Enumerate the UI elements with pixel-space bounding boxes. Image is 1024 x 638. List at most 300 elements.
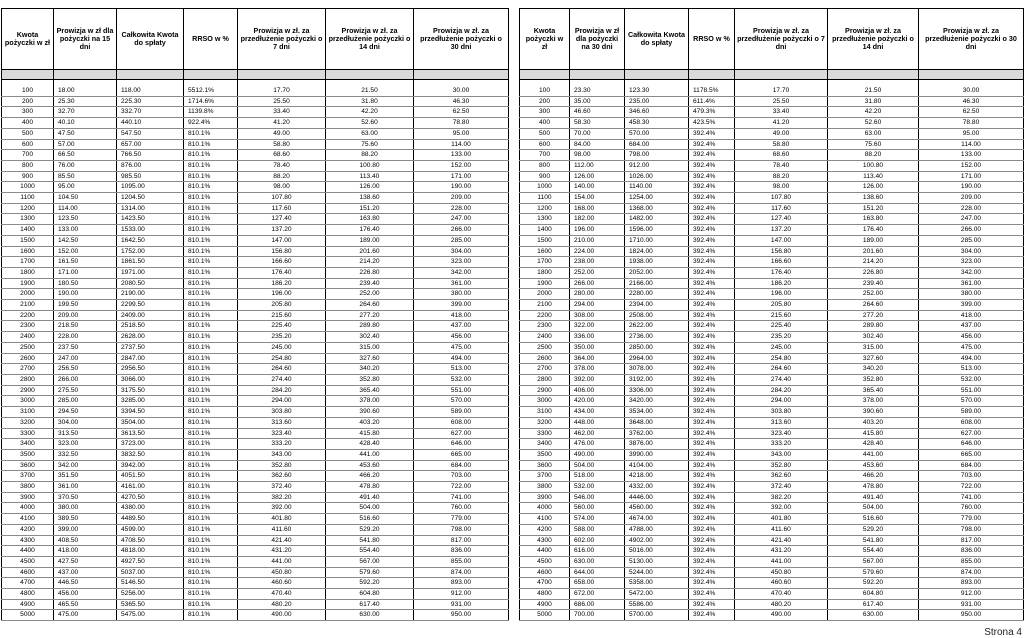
table-cell: 322.00 <box>570 321 625 332</box>
table-cell: 4599.00 <box>117 524 184 535</box>
table-cell: 342.00 <box>919 267 1024 278</box>
table-cell: 1100 <box>2 193 54 204</box>
table-row <box>2 246 509 257</box>
table-cell: 1300 <box>520 214 570 225</box>
table-row <box>520 321 1024 332</box>
table-cell: 352.80 <box>238 460 326 471</box>
table-row <box>2 321 509 332</box>
table-cell: 4300 <box>520 535 570 546</box>
table-cell: 617.40 <box>326 599 414 610</box>
table-cell: 630.00 <box>828 610 919 621</box>
table-cell: 5700.00 <box>625 610 689 621</box>
table-cell: 554.40 <box>326 546 414 557</box>
table-cell: 1500 <box>2 235 54 246</box>
table-cell: 421.40 <box>238 535 326 546</box>
table-cell: 3192.00 <box>625 374 689 385</box>
table-cell: 504.00 <box>570 460 625 471</box>
table-cell: 3200 <box>520 417 570 428</box>
table-cell: 401.80 <box>735 514 828 525</box>
table-cell: 3078.00 <box>625 364 689 375</box>
table-cell: 205.80 <box>238 300 326 311</box>
table-cell: 810.1% <box>184 246 238 257</box>
table-row <box>520 417 1024 428</box>
table-cell: 284.20 <box>735 385 828 396</box>
table-cell: 209.00 <box>919 193 1024 204</box>
table-row <box>520 546 1024 557</box>
table-cell: 88.20 <box>828 150 919 161</box>
table-cell: 346.60 <box>625 107 689 118</box>
table-cell: 2508.00 <box>625 310 689 321</box>
table-row <box>2 310 509 321</box>
table-cell: 560.00 <box>570 503 625 514</box>
table-cell: 214.20 <box>326 257 414 268</box>
table-cell: 235.20 <box>735 332 828 343</box>
table-cell: 392.4% <box>689 514 735 525</box>
table-row <box>520 589 1024 600</box>
table-cell: 392.4% <box>689 193 735 204</box>
table-cell: 3762.00 <box>625 428 689 439</box>
table-cell: 441.00 <box>238 556 326 567</box>
table-cell: 362.60 <box>238 471 326 482</box>
table-cell: 228.00 <box>414 203 509 214</box>
table-cell: 361.00 <box>414 278 509 289</box>
table-cell: 500 <box>2 128 54 139</box>
table-cell: 760.00 <box>919 503 1024 514</box>
table-cell: 931.00 <box>414 599 509 610</box>
table-cell: 3648.00 <box>625 417 689 428</box>
table-cell: 491.40 <box>326 492 414 503</box>
table-cell: 810.1% <box>184 171 238 182</box>
table-cell: 315.00 <box>828 342 919 353</box>
table-cell: 810.1% <box>184 578 238 589</box>
table-cell: 186.20 <box>238 278 326 289</box>
table-row <box>2 482 509 493</box>
table-row <box>520 439 1024 450</box>
table-cell: 100.80 <box>828 160 919 171</box>
table-cell: 5016.00 <box>625 546 689 557</box>
table-cell: 4446.00 <box>625 492 689 503</box>
table-cell: 327.60 <box>326 353 414 364</box>
table-cell: 294.00 <box>735 396 828 407</box>
table-cell: 336.00 <box>570 332 625 343</box>
table-cell: 21.50 <box>326 86 414 96</box>
table-row <box>2 535 509 546</box>
table-cell: 392.4% <box>689 289 735 300</box>
table-cell: 602.00 <box>570 535 625 546</box>
table-cell: 46.30 <box>919 96 1024 107</box>
table-cell: 446.50 <box>54 578 117 589</box>
table-cell: 480.20 <box>238 599 326 610</box>
table-cell: 3876.00 <box>625 439 689 450</box>
table-cell: 478.80 <box>828 482 919 493</box>
table-cell: 1800 <box>2 267 54 278</box>
table-cell: 392.4% <box>689 599 735 610</box>
table-cell: 151.20 <box>828 203 919 214</box>
table-cell: 627.00 <box>919 428 1024 439</box>
table-cell: 392.4% <box>689 492 735 503</box>
table-cell: 554.40 <box>828 546 919 557</box>
table-row <box>2 556 509 567</box>
table-row <box>2 289 509 300</box>
table-cell: 403.20 <box>326 417 414 428</box>
table-cell: 1254.00 <box>625 193 689 204</box>
table-cell: 532.00 <box>414 374 509 385</box>
table-cell: 504.00 <box>828 503 919 514</box>
table-cell: 392.4% <box>689 225 735 236</box>
table-cell: 810.1% <box>184 267 238 278</box>
column-header: Prowizja w zł dla pożyczki na 15 dni <box>54 9 117 70</box>
table-row <box>520 556 1024 567</box>
table-cell: 3990.00 <box>625 449 689 460</box>
table-cell: 138.60 <box>326 193 414 204</box>
table-row <box>2 492 509 503</box>
table-row <box>2 235 509 246</box>
table-cell: 441.00 <box>828 449 919 460</box>
table-row <box>520 385 1024 396</box>
table-cell: 437.00 <box>54 567 117 578</box>
table-row <box>2 107 509 118</box>
table-cell: 810.1% <box>184 225 238 236</box>
table-row <box>520 86 1024 96</box>
table-cell: 810.1% <box>184 514 238 525</box>
table-cell: 475.00 <box>54 610 117 621</box>
table-cell: 418.00 <box>414 310 509 321</box>
table-cell: 361.00 <box>919 278 1024 289</box>
table-cell: 3200 <box>2 417 54 428</box>
table-cell: 3500 <box>520 449 570 460</box>
table-cell: 118.00 <box>117 86 184 96</box>
header-separator <box>520 70 1024 80</box>
table-cell: 423.5% <box>689 118 735 129</box>
table-cell: 470.40 <box>735 589 828 600</box>
table-cell: 235.00 <box>625 96 689 107</box>
table-cell: 392.4% <box>689 364 735 375</box>
table-cell: 399.00 <box>54 524 117 535</box>
table-cell: 126.00 <box>326 182 414 193</box>
table-cell: 225.30 <box>117 96 184 107</box>
table-cell: 107.80 <box>238 193 326 204</box>
table-row <box>520 364 1024 375</box>
table-cell: 289.80 <box>828 321 919 332</box>
column-header: Prowizja w zł dla pożyczki na 30 dni <box>570 9 625 70</box>
table-cell: 490.00 <box>570 449 625 460</box>
table-cell: 133.00 <box>54 225 117 236</box>
table-cell: 199.50 <box>54 300 117 311</box>
table-cell: 1139.8% <box>184 107 238 118</box>
table-cell: 252.00 <box>326 289 414 300</box>
table-cell: 592.20 <box>326 578 414 589</box>
table-cell: 238.00 <box>570 257 625 268</box>
table-cell: 46.30 <box>414 96 509 107</box>
table-cell: 1400 <box>2 225 54 236</box>
table-cell: 3000 <box>2 396 54 407</box>
table-cell: 392.4% <box>689 128 735 139</box>
table-row <box>2 225 509 236</box>
table-cell: 810.1% <box>184 235 238 246</box>
table-cell: 657.00 <box>117 139 184 150</box>
table-cell: 88.20 <box>238 171 326 182</box>
table-cell: 350.00 <box>570 342 625 353</box>
table-cell: 176.40 <box>828 225 919 236</box>
table-cell: 228.00 <box>54 332 117 343</box>
table-cell: 2500 <box>2 342 54 353</box>
table-cell: 152.00 <box>919 160 1024 171</box>
table-cell: 88.20 <box>735 171 828 182</box>
table-cell: 392.4% <box>689 214 735 225</box>
table-cell: 252.00 <box>828 289 919 300</box>
table-cell: 490.00 <box>238 610 326 621</box>
table-cell: 574.00 <box>570 514 625 525</box>
table-row <box>2 439 509 450</box>
table-cell: 766.50 <box>117 150 184 161</box>
table-cell: 226.80 <box>828 267 919 278</box>
table-cell: 205.80 <box>735 300 828 311</box>
table-cell: 285.00 <box>919 235 1024 246</box>
table-cell: 3832.50 <box>117 449 184 460</box>
table-cell: 529.20 <box>828 524 919 535</box>
table-cell: 224.00 <box>570 246 625 257</box>
table-cell: 392.4% <box>689 503 735 514</box>
table-cell: 722.00 <box>919 482 1024 493</box>
table-cell: 392.4% <box>689 610 735 621</box>
table-cell: 117.60 <box>735 203 828 214</box>
table-cell: 78.80 <box>414 118 509 129</box>
table-cell: 46.60 <box>570 107 625 118</box>
table-cell: 2190.00 <box>117 289 184 300</box>
table-cell: 401.80 <box>238 514 326 525</box>
table-row <box>2 300 509 311</box>
table-cell: 4700 <box>520 578 570 589</box>
table-row <box>520 289 1024 300</box>
table-cell: 810.1% <box>184 203 238 214</box>
table-row <box>2 567 509 578</box>
table-cell: 361.00 <box>54 482 117 493</box>
table-row <box>520 332 1024 343</box>
table-cell: 100.80 <box>326 160 414 171</box>
table-cell: 58.80 <box>735 139 828 150</box>
table-row <box>2 578 509 589</box>
column-header: Kwota pożyczki w zł <box>520 9 570 70</box>
table-cell: 1300 <box>2 214 54 225</box>
table-cell: 392.4% <box>689 171 735 182</box>
table-cell: 1100 <box>520 193 570 204</box>
table-cell: 1800 <box>520 267 570 278</box>
table-row <box>2 417 509 428</box>
table-cell: 399.00 <box>919 300 1024 311</box>
table-row <box>2 203 509 214</box>
table-cell: 303.80 <box>735 407 828 418</box>
table-cell: 456.00 <box>414 332 509 343</box>
table-cell: 392.4% <box>689 300 735 311</box>
table-cell: 315.00 <box>326 342 414 353</box>
table-cell: 5256.00 <box>117 589 184 600</box>
table-cell: 456.00 <box>919 332 1024 343</box>
table-cell: 100 <box>2 86 54 96</box>
table-cell: 2500 <box>520 342 570 353</box>
table-row <box>520 300 1024 311</box>
table-row <box>520 535 1024 546</box>
table-cell: 4200 <box>2 524 54 535</box>
table-cell: 810.1% <box>184 417 238 428</box>
table-row <box>520 160 1024 171</box>
table-cell: 323.00 <box>919 257 1024 268</box>
table-cell: 4161.00 <box>117 482 184 493</box>
table-cell: 4900 <box>2 599 54 610</box>
table-cell: 421.40 <box>735 535 828 546</box>
column-header: Całkowita Kwota do spłaty <box>625 9 689 70</box>
table-cell: 284.20 <box>238 385 326 396</box>
table-cell: 140.00 <box>570 182 625 193</box>
column-header: Prowizja w zł. za przedłużenie pożyczki o 14 dni <box>326 9 414 70</box>
table-cell: 684.00 <box>919 460 1024 471</box>
table-cell: 3700 <box>2 471 54 482</box>
table-cell: 252.00 <box>570 267 625 278</box>
table-cell: 931.00 <box>919 599 1024 610</box>
table-cell: 323.00 <box>414 257 509 268</box>
table-cell: 4700 <box>2 578 54 589</box>
table-cell: 912.00 <box>414 589 509 600</box>
table-cell: 372.40 <box>735 482 828 493</box>
table-cell: 3723.00 <box>117 439 184 450</box>
table-row <box>2 524 509 535</box>
table-cell: 17.70 <box>735 86 828 96</box>
table-cell: 703.00 <box>919 471 1024 482</box>
table-cell: 810.1% <box>184 300 238 311</box>
table-cell: 546.00 <box>570 492 625 503</box>
table-cell: 700 <box>520 150 570 161</box>
table-cell: 1026.00 <box>625 171 689 182</box>
table-row <box>2 610 509 621</box>
table-cell: 456.00 <box>54 589 117 600</box>
table-cell: 3942.00 <box>117 460 184 471</box>
table-row <box>2 396 509 407</box>
table-cell: 66.50 <box>54 150 117 161</box>
table-cell: 225.40 <box>735 321 828 332</box>
table-cell: 133.00 <box>919 150 1024 161</box>
table-cell: 380.00 <box>414 289 509 300</box>
table-cell: 313.60 <box>735 417 828 428</box>
table-cell: 78.80 <box>919 118 1024 129</box>
table-row <box>520 503 1024 514</box>
table-cell: 2518.50 <box>117 321 184 332</box>
table-cell: 47.50 <box>54 128 117 139</box>
table-row <box>2 460 509 471</box>
table-cell: 2800 <box>520 374 570 385</box>
table-cell: 741.00 <box>919 492 1024 503</box>
table-cell: 247.00 <box>919 214 1024 225</box>
table-cell: 1600 <box>2 246 54 257</box>
table-row <box>2 182 509 193</box>
table-cell: 4800 <box>2 589 54 600</box>
table-cell: 114.00 <box>919 139 1024 150</box>
table-row <box>520 449 1024 460</box>
table-cell: 817.00 <box>919 535 1024 546</box>
table-cell: 460.60 <box>735 578 828 589</box>
table-row <box>520 610 1024 621</box>
table-cell: 810.1% <box>184 471 238 482</box>
table-cell: 392.4% <box>689 567 735 578</box>
table-cell: 98.00 <box>238 182 326 193</box>
table-cell: 1642.50 <box>117 235 184 246</box>
table-cell: 3066.00 <box>117 374 184 385</box>
table-cell: 478.80 <box>326 482 414 493</box>
table-cell: 810.1% <box>184 342 238 353</box>
table-cell: 166.60 <box>735 257 828 268</box>
table-cell: 2200 <box>2 310 54 321</box>
table-cell: 475.00 <box>919 342 1024 353</box>
table-cell: 874.00 <box>414 567 509 578</box>
table-cell: 25.30 <box>54 96 117 107</box>
table-cell: 68.60 <box>735 150 828 161</box>
table-cell: 4332.00 <box>625 482 689 493</box>
table-cell: 266.00 <box>414 225 509 236</box>
table-cell: 2737.50 <box>117 342 184 353</box>
table-cell: 2100 <box>2 300 54 311</box>
table-cell: 392.4% <box>689 235 735 246</box>
table-row <box>520 492 1024 503</box>
table-cell: 147.00 <box>735 235 828 246</box>
column-header: Prowizja w zł. za przedłużenie pożyczki o 14 dni <box>828 9 919 70</box>
table-cell: 611.4% <box>689 96 735 107</box>
table-cell: 35.00 <box>570 96 625 107</box>
table-cell: 592.20 <box>828 578 919 589</box>
table-cell: 893.00 <box>919 578 1024 589</box>
table-row <box>520 278 1024 289</box>
table-row <box>2 86 509 96</box>
table-cell: 836.00 <box>414 546 509 557</box>
table-cell: 399.00 <box>414 300 509 311</box>
table-cell: 196.00 <box>570 225 625 236</box>
table-cell: 392.4% <box>689 449 735 460</box>
table-cell: 441.00 <box>735 556 828 567</box>
table-cell: 2280.00 <box>625 289 689 300</box>
table-cell: 800 <box>520 160 570 171</box>
table-cell: 313.50 <box>54 428 117 439</box>
table-cell: 810.1% <box>184 407 238 418</box>
table-cell: 1095.00 <box>117 182 184 193</box>
table-cell: 390.60 <box>326 407 414 418</box>
table-row <box>2 118 509 129</box>
table-cell: 779.00 <box>414 514 509 525</box>
table-cell: 431.20 <box>735 546 828 557</box>
table-row <box>520 428 1024 439</box>
table-cell: 453.60 <box>828 460 919 471</box>
table-cell: 810.1% <box>184 310 238 321</box>
table-cell: 323.40 <box>735 428 828 439</box>
table-cell: 665.00 <box>414 449 509 460</box>
table-cell: 163.80 <box>326 214 414 225</box>
table-cell: 810.1% <box>184 396 238 407</box>
table-cell: 567.00 <box>326 556 414 567</box>
table-cell: 494.00 <box>919 353 1024 364</box>
table-cell: 18.00 <box>54 86 117 96</box>
table-row <box>2 257 509 268</box>
table-cell: 333.20 <box>735 439 828 450</box>
table-cell: 392.4% <box>689 160 735 171</box>
table-cell: 289.80 <box>326 321 414 332</box>
column-header: Prowizja w zł. za przedłużenie pożyczki o 30 dni <box>414 9 509 70</box>
table-cell: 126.00 <box>828 182 919 193</box>
table-cell: 418.00 <box>54 546 117 557</box>
table-cell: 340.20 <box>828 364 919 375</box>
table-row <box>2 407 509 418</box>
table-cell: 810.1% <box>184 428 238 439</box>
table-cell: 1423.50 <box>117 214 184 225</box>
table-cell: 392.4% <box>689 535 735 546</box>
table-cell: 31.80 <box>326 96 414 107</box>
table-cell: 209.00 <box>414 193 509 204</box>
table-cell: 900 <box>2 171 54 182</box>
